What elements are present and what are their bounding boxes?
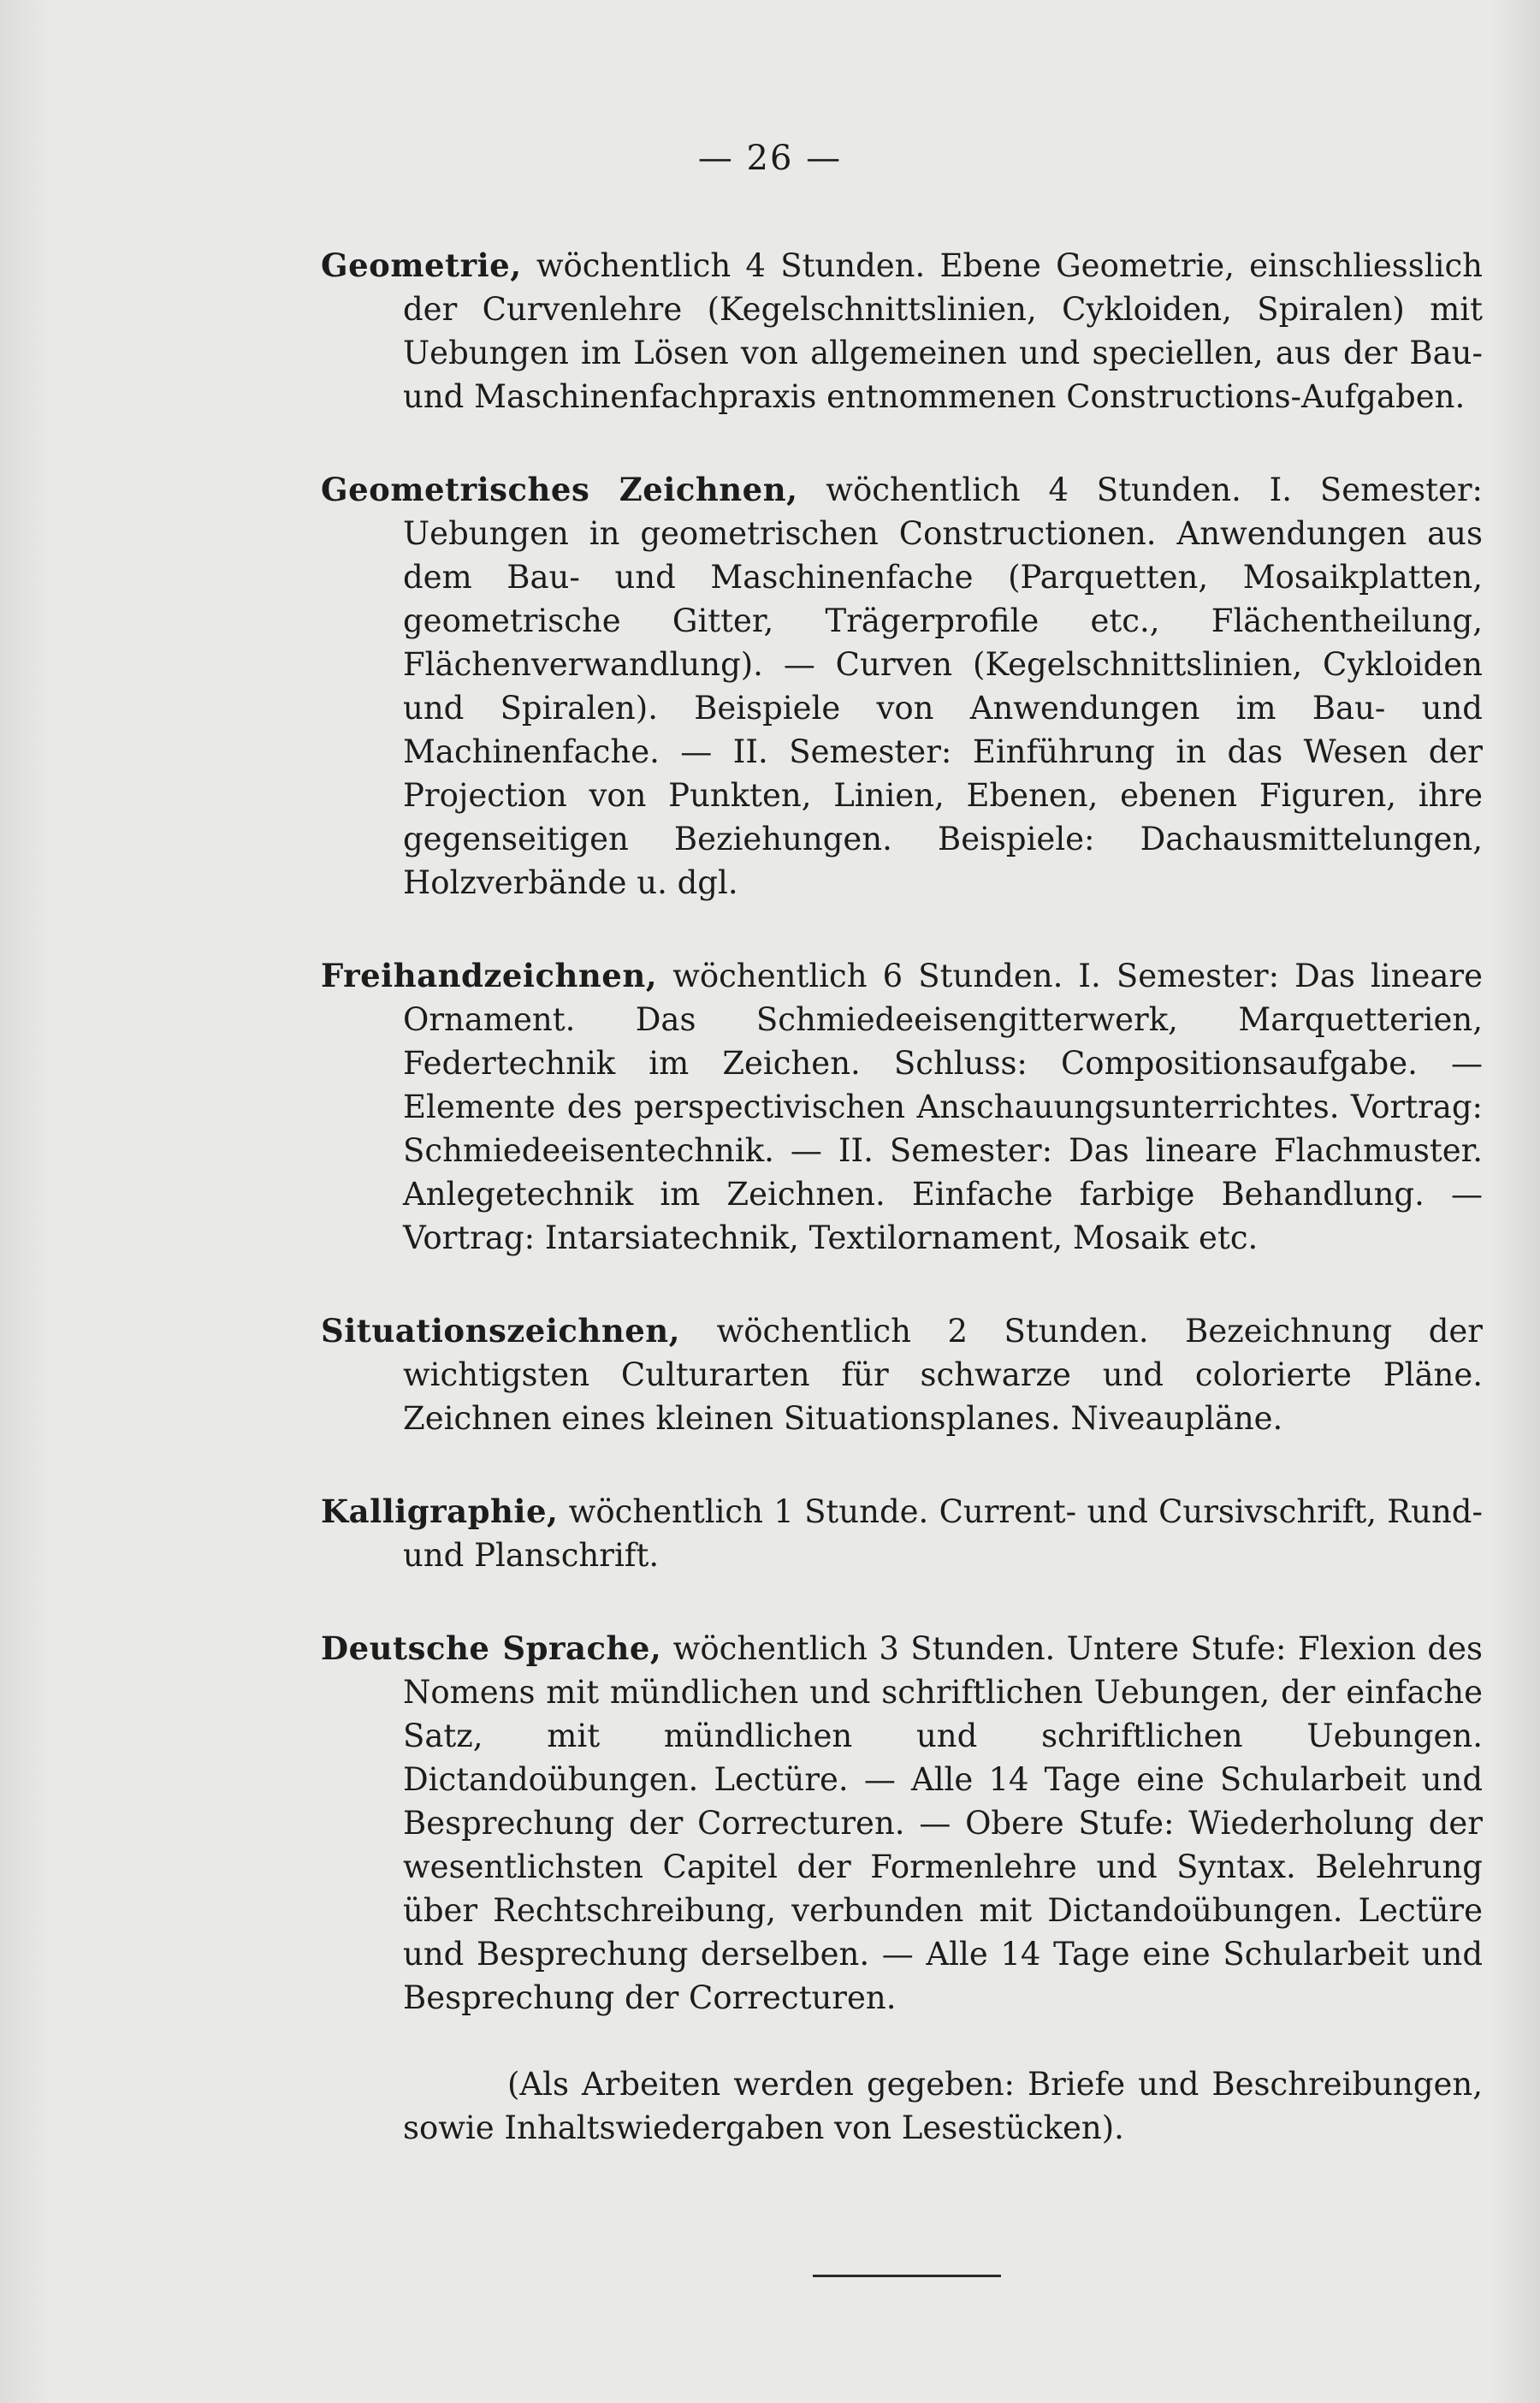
subject-description: wöchentlich 6 Stunden. I. Semester: Das lineare Ornament. Das Schmiedeeisengitterwerk, Marquetterien, Federtechnik im Zeichen. Schluss: Compositionsaufgabe. — Elemente des perspectivischen Anschauungsunterrichtes. Vortrag: Schmiedeeisentechnik. — II. Semester: Das lineare Flachmuster. Anlegetechnik im Zeichnen. Einfache farbige Behandlung. — Vortrag: Intarsiatechnik, Textilornament, Mosaik etc.	[403, 958, 1483, 1256]
subject-title: Geometrie,	[321, 246, 522, 284]
subject-title: Kalligraphie,	[321, 1492, 559, 1530]
subject-description: wöchentlich 2 Stunden. Bezeichnung der wichtigsten Culturarten für schwarze und colorierte Pläne. Zeichnen eines kleinen Situationsplanes. Niveaupläne.	[403, 1313, 1483, 1437]
subject-description: wöchentlich 1 Stunde. Current- und Cursivschrift, Rund- und Planschrift.	[403, 1493, 1483, 1574]
subject-geometrie	[321, 244, 1483, 418]
closing-rule	[813, 2275, 1001, 2277]
subject-kalligraphie	[321, 1490, 1483, 1577]
subject-description: wöchentlich 3 Stunden. Untere Stufe: Flexion des Nomens mit mündlichen und schriftlichen Uebungen, der einfache Satz, mit mündlichen und schriftlichen Uebungen. Dictandoübungen. Lectüre. — Alle 14 Tage eine Schularbeit und Besprechung der Correcturen. — Obere Stufe: Wiederholung der wesentlichsten Capitel der Formenlehre und Syntax. Belehrung über Rechtschreibung, verbunden mit Dictandoübungen. Lectüre und Besprechung derselben. — Alle 14 Tage eine Schularbeit und Besprechung der Correcturen.	[403, 1630, 1483, 2016]
subject-title: Freihandzeichnen,	[321, 957, 658, 994]
page-body	[321, 244, 1483, 2150]
subject-situationszeichnen	[321, 1309, 1483, 1440]
subject-geometrisches-zeichnen	[321, 468, 1483, 905]
assignments-note: (Als Arbeiten werden gegeben: Briefe und Beschreibungen, sowie Inhaltswiedergaben von Lesestücken).	[403, 2066, 1483, 2146]
subject-description: wöchentlich 4 Stunden. I. Semester: Uebungen in geometrischen Constructionen. Anwendungen aus dem Bau- und Maschinenfache (Parquetten, Mosaikplatten, geometrische Gitter, Trägerprofile etc., Flächentheilung, Flächenverwandlung). — Curven (Kegelschnittslinien, Cykloiden und Spiralen). Beispiele von Anwendungen im Bau- und Machinenfache. — II. Semester: Einführung in das Wesen der Projection von Punkten, Linien, Ebenen, ebenen Figuren, ihre gegenseitigen Beziehungen. Beispiele: Dachausmittelungen, Holzverbände u. dgl.	[403, 472, 1483, 901]
subject-freihandzeichnen	[321, 954, 1483, 1260]
subject-title: Deutsche Sprache,	[321, 1629, 662, 1667]
page-number: — 26 —	[697, 139, 843, 178]
subject-title: Geometrisches Zeichnen,	[321, 471, 798, 508]
subject-description: wöchentlich 4 Stunden. Ebene Geometrie, einschliesslich der Curvenlehre (Kegelschnittslinien, Cykloiden, Spiralen) mit Uebungen im Lösen von allgemeinen und speciellen, aus der Bau- und Maschinenfachpraxis entnommenen Constructions-Aufgaben.	[403, 247, 1483, 415]
subject-deutsche-sprache	[321, 1627, 1483, 2020]
subject-title: Situationszeichnen,	[321, 1312, 681, 1350]
